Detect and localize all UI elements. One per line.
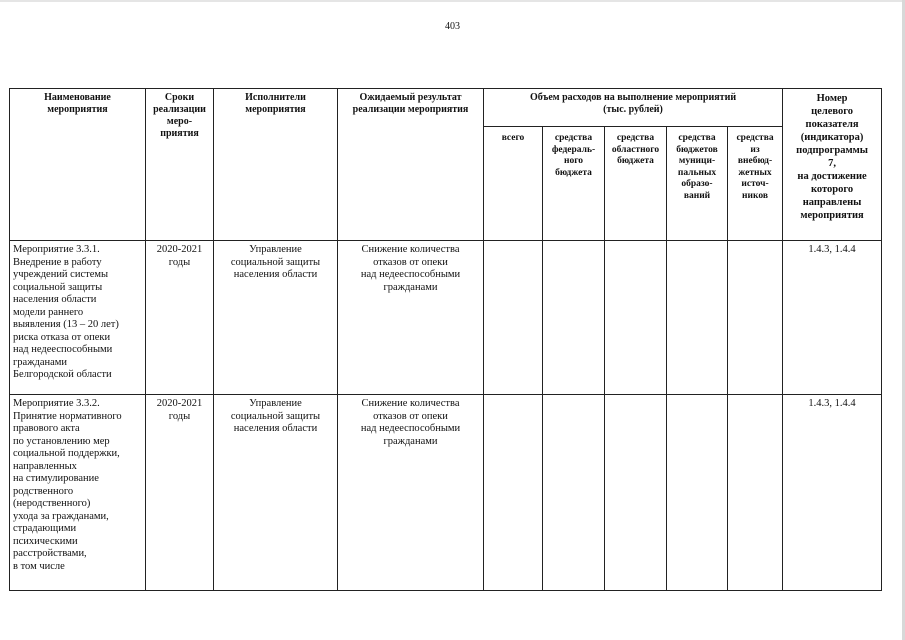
row-2-total xyxy=(484,395,543,591)
row-1-total xyxy=(484,241,543,395)
row-2-federal xyxy=(543,395,605,591)
row-2-regional xyxy=(605,395,667,591)
header-offbudget: средства из внебюд- жетных источ- ников xyxy=(728,127,783,241)
row-2-offbudget xyxy=(728,395,783,591)
header-name: Наименование мероприятия xyxy=(10,89,146,241)
table-row xyxy=(10,395,882,591)
row-2-executor: Управление социальной защиты населения области xyxy=(214,395,338,591)
row-2-municipal xyxy=(667,395,728,591)
budget-table xyxy=(9,88,882,591)
row-2-name: Мероприятие 3.3.2. Принятие нормативного правового акта по установлению мер социальной поддержки, направленных на стимулирование родственного (неродственного) ухода за гражданами, страдающими психическими расстройствами, в том числе xyxy=(10,395,146,591)
scan-edge-top xyxy=(0,0,905,2)
row-2-period: 2020-2021 годы xyxy=(146,395,214,591)
header-period: Сроки реализации меро- приятия xyxy=(146,89,214,241)
header-expenses: Объем расходов на выполнение мероприятий (тыс. рублей) xyxy=(484,89,783,127)
row-1-result: Снижение количества отказов от опеки над недееспособными гражданами xyxy=(338,241,484,395)
page-number: 403 xyxy=(445,21,460,32)
header-row-main xyxy=(10,89,882,127)
row-2-indicator: 1.4.3, 1.4.4 xyxy=(783,395,882,591)
header-regional: средства областного бюджета xyxy=(605,127,667,241)
table-row xyxy=(10,241,882,395)
header-municipal: средства бюджетов муници- пальных образо- ваний xyxy=(667,127,728,241)
row-1-period: 2020-2021 годы xyxy=(146,241,214,395)
row-2-result: Снижение количества отказов от опеки над недееспособными гражданами xyxy=(338,395,484,591)
row-1-municipal xyxy=(667,241,728,395)
row-1-federal xyxy=(543,241,605,395)
header-indicator: Номер целевого показателя (индикатора) подпрограммы 7, на достижение которого направлены мероприятия xyxy=(783,89,882,241)
row-1-name: Мероприятие 3.3.1. Внедрение в работу учреждений системы социальной защиты населения области модели раннего выявления (13 – 20 лет) риска отказа от опеки над недееспособными гражданами Белгородской области xyxy=(10,241,146,395)
row-1-offbudget xyxy=(728,241,783,395)
row-1-executor: Управление социальной защиты населения области xyxy=(214,241,338,395)
header-result: Ожидаемый результат реализации мероприятия xyxy=(338,89,484,241)
header-executors: Исполнители мероприятия xyxy=(214,89,338,241)
row-1-indicator: 1.4.3, 1.4.4 xyxy=(783,241,882,395)
header-federal: средства федераль- ного бюджета xyxy=(543,127,605,241)
header-total: всего xyxy=(484,127,543,241)
row-1-regional xyxy=(605,241,667,395)
